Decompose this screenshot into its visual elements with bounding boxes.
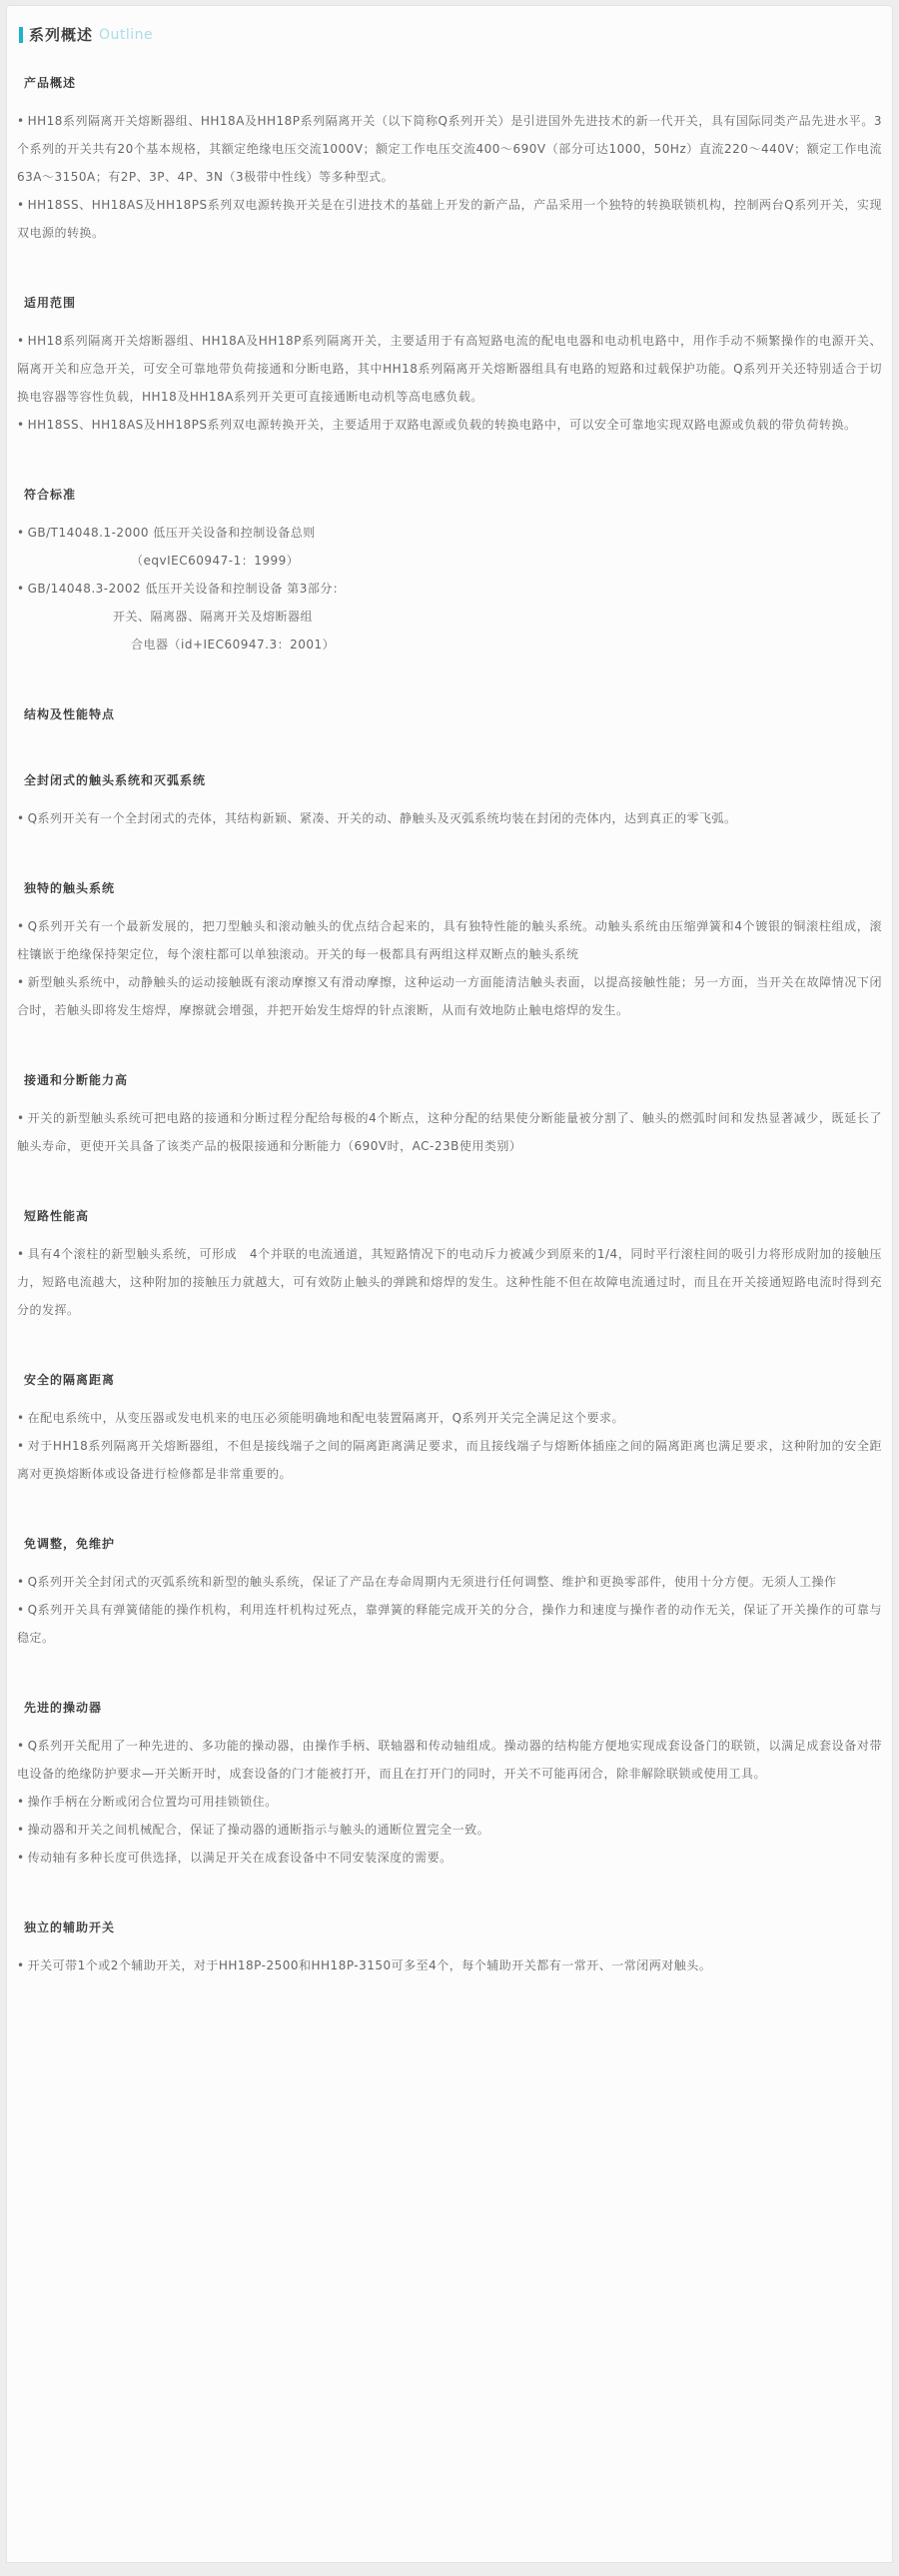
bullet-paragraph: • 操动器和开关之间机械配合，保证了操动器的通断指示与触头的通断位置完全一致。 (17, 1816, 882, 1844)
document-page (6, 5, 893, 2563)
bullet-paragraph: • 操作手柄在分断或闭合位置均可用挂锁锁住。 (17, 1788, 882, 1816)
indented-line: （eqvIEC60947-1：1999） (131, 554, 300, 568)
section (17, 704, 882, 724)
section (17, 73, 882, 247)
accent-bar-icon (19, 27, 23, 43)
bullet-paragraph: • HH18SS、HH18AS及HH18PS系列双电源转换开关是在引进技术的基础上开发的新产品，产品采用一个独特的转换联锁机构，控制两台Q系列开关，实现双电源的转换。 (17, 191, 882, 247)
section-heading: 适用范围 (24, 296, 77, 310)
bullet-paragraph: • Q系列开关有一个全封闭式的壳体，其结构新颖、紧凑、开关的动、静触头及灭弧系统均装在封闭的壳体内，达到真正的零飞弧。 (17, 804, 882, 832)
section-heading: 独立的辅助开关 (24, 1921, 116, 1934)
section-heading: 短路性能高 (24, 1209, 90, 1223)
section-heading: 符合标准 (24, 488, 77, 502)
bullet-paragraph: • 新型触头系统中，动静触头的运动接触既有滚动摩擦又有滑动摩擦，这种运动一方面能清洁触头表面，以提高接触性能；另一方面，当开关在故障情况下闭合时，若触头即将发生熔焊，摩擦就会增强，并把开始发生熔焊的针点滚断，从而有效地防止触电熔焊的发生。 (17, 968, 882, 1024)
bullet-paragraph: • HH18系列隔离开关熔断器组、HH18A及HH18P系列隔离开关（以下简称Q系列开关）是引进国外先进技术的新一代开关，具有国际同类产品先进水平。3个系列的开关共有20个基本规格，其额定绝缘电压交流1000V；额定工作电压交流400～690V（部分可达1000，50Hz）直流220～440V；额定工作电流63A～3150A；有2P、3P、4P、3N（3极带中性线）等多种型式。 (17, 107, 882, 191)
section-heading: 先进的操动器 (24, 1701, 103, 1715)
document-header (19, 24, 882, 45)
section (17, 1698, 882, 1872)
page-title-en: Outline (99, 26, 154, 43)
indented-line: 开关、隔离器、隔离开关及熔断器组 (113, 610, 314, 624)
section (17, 1534, 882, 1652)
bullet-paragraph: • 传动轴有多种长度可供选择，以满足开关在成套设备中不同安装深度的需要。 (17, 1844, 882, 1872)
bullet-paragraph: • Q系列开关配用了一种先进的、多功能的操动器，由操作手柄、联轴器和传动轴组成。操动器的结构能方便地实现成套设备门的联锁，以满足成套设备对带电设备的绝缘防护要求—开关断开时，成套设备的门才能被打开，而且在打开门的同时，开关不可能再闭合，除非解除联锁或使用工具。 (17, 1732, 882, 1788)
bullet-paragraph: • 具有4个滚柱的新型触头系统，可形成 4个并联的电流通道，其短路情况下的电动斥力被减少到原来的1/4，同时平行滚柱间的吸引力将形成附加的接触压力，短路电流越大，这种附加的接触压力就越大，可有效防止触头的弹跳和熔焊的发生。这种性能不但在故障电流通过时，而且在开关接通短路电流时得到充分的发挥。 (17, 1240, 882, 1324)
section (17, 1070, 882, 1160)
bullet-paragraph: • HH18SS、HH18AS及HH18PS系列双电源转换开关，主要适用于双路电源或负载的转换电路中，可以安全可靠地实现双路电源或负载的带负荷转换。 (17, 411, 882, 439)
bullet-paragraph: • 对于HH18系列隔离开关熔断器组，不但是接线端子之间的隔离距离满足要求，而且接线端子与熔断体插座之间的隔离距离也满足要求，这种附加的安全距离对更换熔断体或设备进行检修都是非常重要的。 (17, 1432, 882, 1488)
section (17, 1370, 882, 1488)
section-heading: 安全的隔离距离 (24, 1373, 116, 1387)
bullet-paragraph: • Q系列开关全封闭式的灭弧系统和新型的触头系统，保证了产品在寿命周期内无须进行任何调整、维护和更换零部件，使用十分方便。无须人工操作 (17, 1568, 882, 1596)
page-title: 系列概述 (29, 26, 94, 44)
section-heading: 独特的触头系统 (24, 881, 116, 895)
section-heading: 结构及性能特点 (24, 707, 116, 721)
bullet-paragraph: • Q系列开关有一个最新发展的，把刀型触头和滚动触头的优点结合起来的，具有独特性能的触头系统。动触头系统由压缩弹簧和4个镀银的铜滚柱组成，滚柱镶嵌于绝缘保持架定位，每个滚柱都可以单独滚动。开关的每一极都具有两组这样双断点的触头系统 (17, 912, 882, 968)
section (17, 878, 882, 1024)
section (17, 485, 882, 658)
section (17, 1206, 882, 1324)
bullet-paragraph: • 在配电系统中，从变压器或发电机来的电压必须能明确地和配电装置隔离开，Q系列开关完全满足这个要求。 (17, 1404, 882, 1432)
bullet-paragraph: • 开关可带1个或2个辅助开关，对于HH18P-2500和HH18P-3150可多至4个，每个辅助开关都有一常开、一常闭两对触头。 (17, 1951, 882, 1979)
section (17, 770, 882, 832)
section-heading: 全封闭式的触头系统和灭弧系统 (24, 773, 207, 787)
bullet-paragraph: • GB/14048.3-2002 低压开关设备和控制设备 第3部分： (17, 575, 882, 603)
bullet-paragraph: • Q系列开关具有弹簧储能的操作机构，利用连杆机构过死点，靠弹簧的释能完成开关的分合，操作力和速度与操作者的动作无关，保证了开关操作的可靠与稳定。 (17, 1596, 882, 1652)
section (17, 1918, 882, 1979)
sections-container (17, 73, 882, 1979)
bullet-paragraph: • 开关的新型触头系统可把电路的接通和分断过程分配给每极的4个断点，这种分配的结果使分断能量被分割了、触头的燃弧时间和发热显著减少，既延长了触头寿命，更使开关具备了该类产品的极限接通和分断能力（690V时，AC-23B使用类别） (17, 1104, 882, 1160)
section (17, 293, 882, 439)
section-heading: 接通和分断能力高 (24, 1073, 129, 1087)
indented-line: 合电器（id+IEC60947.3：2001） (131, 638, 336, 651)
bullet-paragraph: • HH18系列隔离开关熔断器组、HH18A及HH18P系列隔离开关，主要适用于有高短路电流的配电电器和电动机电路中，用作手动不频繁操作的电源开关、隔离开关和应急开关，可安全可靠地带负荷接通和分断电路，其中HH18系列隔离开关熔断器组具有电路的短路和过载保护功能。Q系列开关还特别适合于切换电容器等容性负载，HH18及HH18A系列开关更可直接通断电动机等高电感负载。 (17, 327, 882, 411)
bullet-paragraph: • GB/T14048.1-2000 低压开关设备和控制设备总则 (17, 519, 882, 547)
section-heading: 免调整，免维护 (24, 1537, 116, 1551)
section-heading: 产品概述 (24, 76, 77, 90)
